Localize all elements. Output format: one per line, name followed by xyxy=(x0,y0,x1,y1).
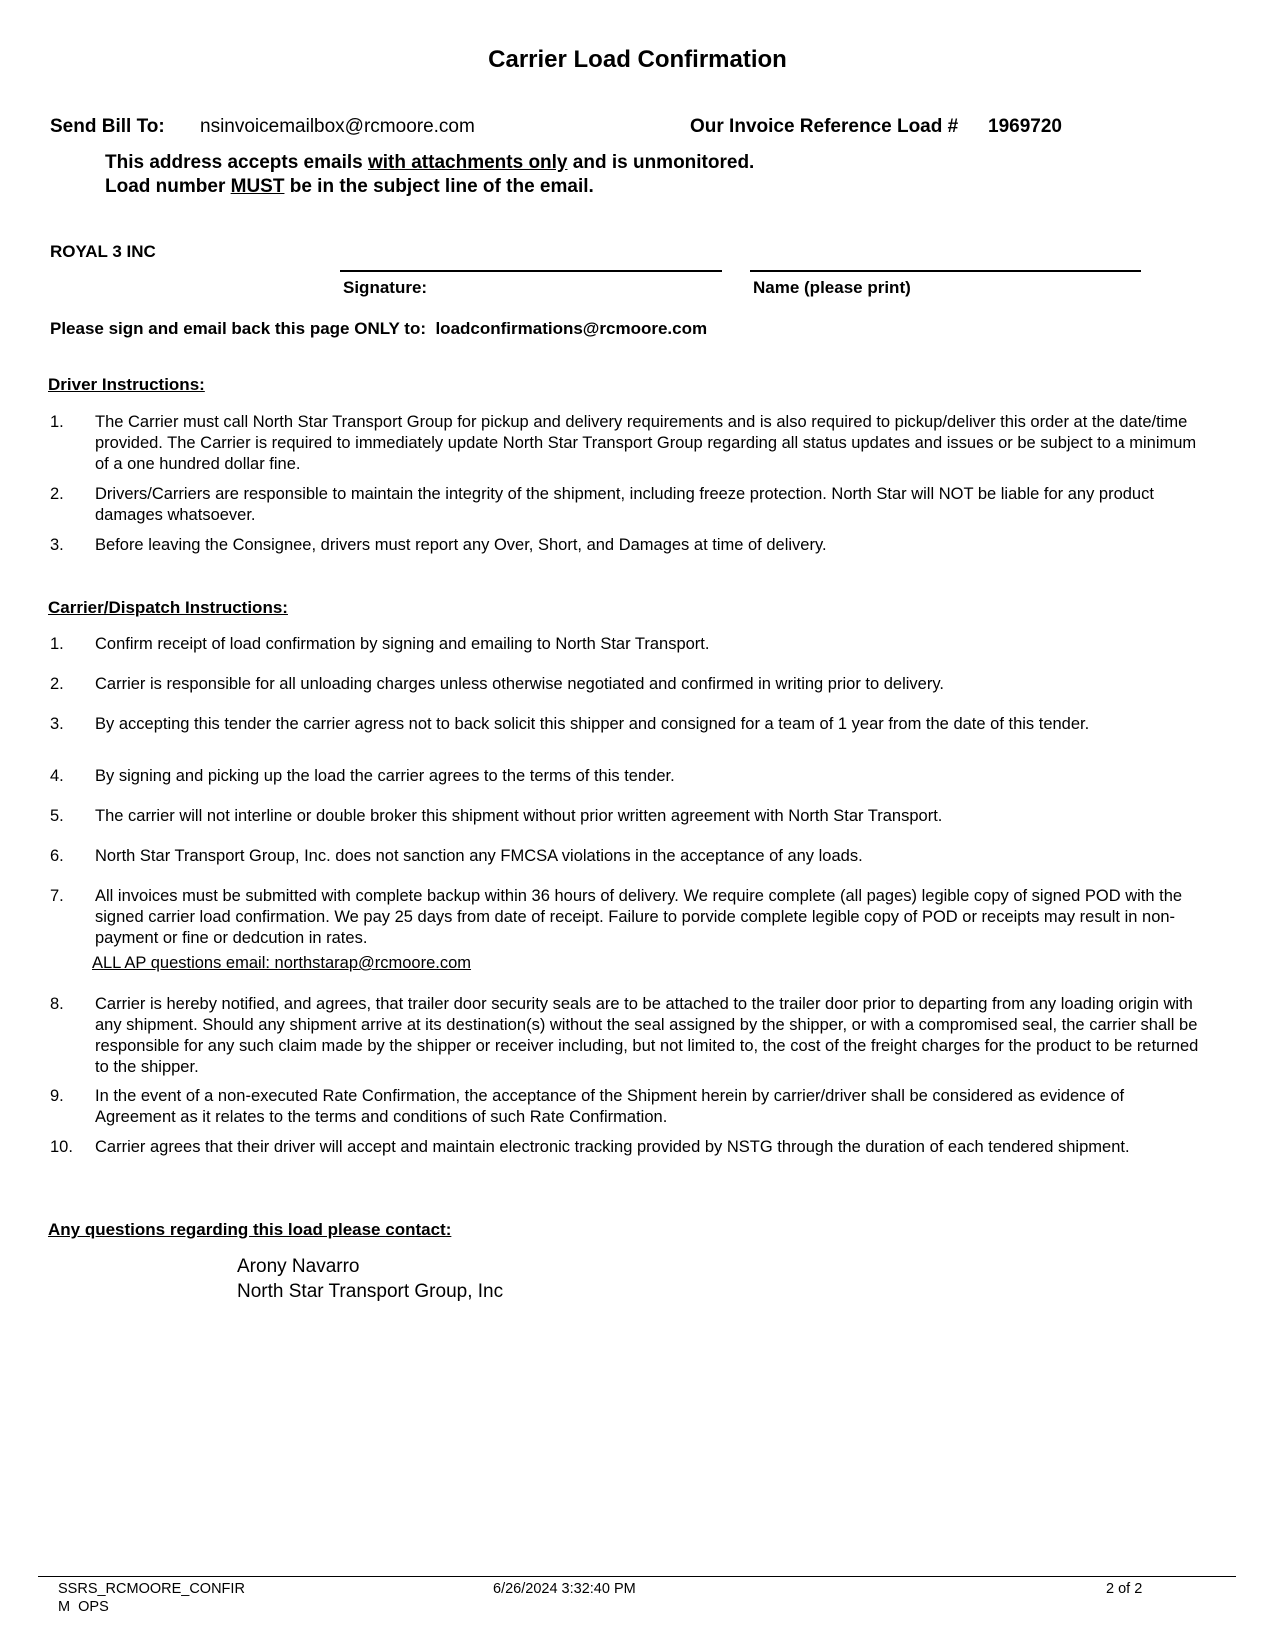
list-item xyxy=(50,634,1200,655)
list-number: 9. xyxy=(50,1087,64,1105)
list-item xyxy=(50,535,1200,556)
invoice-ref-label: Our Invoice Reference Load # xyxy=(690,116,959,137)
contact-company: North Star Transport Group, Inc xyxy=(237,1281,504,1302)
footer-report-name xyxy=(58,1580,245,1616)
invoice-ref-value: 1969720 xyxy=(988,116,1062,137)
list-number: 1. xyxy=(50,413,64,431)
list-text: By signing and picking up the load the carrier agrees to the terms of this tender. xyxy=(95,767,675,785)
send-bill-label: Send Bill To: xyxy=(50,116,165,137)
list-item xyxy=(50,1137,1200,1158)
footer-report-line-1: SSRS_RCMOORE_CONFIR xyxy=(58,1581,245,1597)
notice-emphasis: MUST xyxy=(230,176,285,197)
signature-line[interactable] xyxy=(340,270,722,272)
list-item xyxy=(50,766,1200,787)
list-text: Carrier is hereby notified, and agrees, that trailer door security seals are to be attached to the trailer door prior to departing from any loading origin with any shipment. Should any shipment arrive at its destination(s) without the seal assigned by the shipper, or with a compromised seal, the carrier shall be responsible for any such claim made by the shipper or receiver including, but not limited to, the cost of the freight charges for the product to be returned to the shipper. xyxy=(95,995,1199,1076)
list-item xyxy=(50,714,1200,735)
list-number: 8. xyxy=(50,995,64,1013)
list-text: The Carrier must call North Star Transport Group for pickup and delivery requirements and is also required to pickup/deliver this order at the date/time provided. The Carrier is required to immediately update North Star Transport Group regarding all status updates and issues or be subject to a minimum of a one hundred dollar fine. xyxy=(95,413,1197,473)
footer-timestamp: 6/26/2024 3:32:40 PM xyxy=(493,1581,636,1597)
list-item xyxy=(50,674,1200,695)
list-number: 3. xyxy=(50,715,64,733)
list-item xyxy=(50,412,1200,475)
footer-divider xyxy=(38,1576,1236,1577)
notice-text: Load number xyxy=(105,176,231,197)
list-text: By accepting this tender the carrier agress not to back solicit this shipper and consigned for a team of 1 year from the date of this tender. xyxy=(95,715,1090,733)
page-title: Carrier Load Confirmation xyxy=(488,46,787,73)
name-print-line[interactable] xyxy=(750,270,1141,272)
carrier-instructions-heading: Carrier/Dispatch Instructions: xyxy=(48,598,288,617)
list-number: 2. xyxy=(50,675,64,693)
list-item xyxy=(50,1086,1200,1128)
footer-report-line-2: M OPS xyxy=(58,1599,109,1615)
list-number: 6. xyxy=(50,847,64,865)
list-number: 2. xyxy=(50,485,64,503)
carrier-name: ROYAL 3 INC xyxy=(50,242,156,261)
notice-text: This address accepts emails xyxy=(105,152,368,173)
name-print-label: Name (please print) xyxy=(753,278,911,297)
list-item xyxy=(50,484,1200,526)
email-notice xyxy=(105,151,754,199)
list-item xyxy=(50,846,1200,867)
list-text: Before leaving the Consignee, drivers must report any Over, Short, and Damages at time of delivery. xyxy=(95,536,827,554)
send-bill-email: nsinvoicemailbox@rcmoore.com xyxy=(200,116,475,137)
notice-text: and is unmonitored. xyxy=(567,152,755,173)
contact-block xyxy=(237,1254,503,1304)
notice-line-1 xyxy=(105,151,754,175)
list-text: In the event of a non-executed Rate Confirmation, the acceptance of the Shipment herein by carrier/driver shall be considered as evidence of Agreement as it relates to the terms and conditions of such Rate Confirmation. xyxy=(95,1087,1125,1126)
notice-emphasis: with attachments only xyxy=(367,152,568,173)
list-item xyxy=(50,994,1200,1078)
list-text: The carrier will not interline or double broker this shipment without prior written agreement with North Star Transport. xyxy=(95,807,943,825)
driver-instructions-heading: Driver Instructions: xyxy=(48,375,205,394)
notice-text: be in the subject line of the email. xyxy=(284,176,594,197)
list-number: 10. xyxy=(50,1138,73,1156)
notice-line-2 xyxy=(105,175,754,199)
list-item xyxy=(50,886,1200,949)
list-item xyxy=(50,806,1200,827)
list-number: 7. xyxy=(50,887,64,905)
ap-questions-email-link[interactable]: ALL AP questions email: northstarap@rcmoore.com xyxy=(92,954,472,972)
contact-name: Arony Navarro xyxy=(237,1256,360,1277)
list-number: 1. xyxy=(50,635,64,653)
sign-email-instructions: Please sign and email back this page ONLY to: loadconfirmations@rcmoore.com xyxy=(50,319,708,338)
list-text: Confirm receipt of load confirmation by signing and emailing to North Star Transport. xyxy=(95,635,710,653)
footer-page-number: 2 of 2 xyxy=(1106,1581,1143,1597)
list-number: 5. xyxy=(50,807,64,825)
list-text: North Star Transport Group, Inc. does not sanction any FMCSA violations in the acceptance of any loads. xyxy=(95,847,863,865)
list-text: Drivers/Carriers are responsible to maintain the integrity of the shipment, including freeze protection. North Star will NOT be liable for any product damages whatsoever. xyxy=(95,485,1154,524)
list-number: 4. xyxy=(50,767,64,785)
list-number: 3. xyxy=(50,536,64,554)
contact-heading: Any questions regarding this load please contact: xyxy=(48,1220,452,1239)
signature-label: Signature: xyxy=(343,278,428,297)
list-text: Carrier is responsible for all unloading charges unless otherwise negotiated and confirmed in writing prior to delivery. xyxy=(95,675,944,693)
list-text: Carrier agrees that their driver will accept and maintain electronic tracking provided by NSTG through the duration of each tendered shipment. xyxy=(95,1138,1130,1156)
list-text: All invoices must be submitted with complete backup within 36 hours of delivery. We require complete (all pages) legible copy of signed POD with the signed carrier load confirmation. We pay 25 days from date of receipt. Failure to porvide complete legible copy of POD or receipts may result in non-payment or fine or dedcution in rates. xyxy=(95,887,1183,947)
